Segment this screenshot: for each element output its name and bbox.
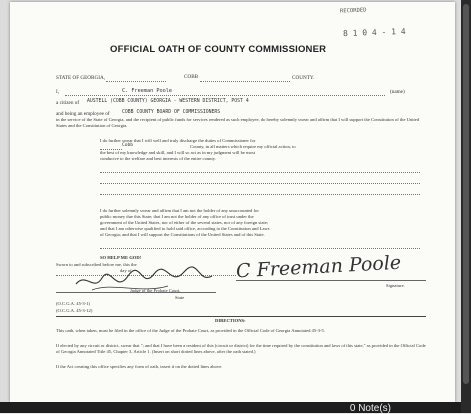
direction-2: If elected by any circuit or district, swear that "; and that I have been a resident of this (circuit or district) for the time required by the constitution and laws of this state," as provided in the Official Code of Georgia Annotated Title 45, Chapter 3, Article 1. (Insert on short dotted lines above, after the oath stated.) [56,343,426,354]
oath-line-4 [100,248,420,249]
document-page [10,2,455,402]
employee-value: COBB COUNTY BOARD OF COMMISSIONERS [122,110,221,115]
employee-suffix: in the service of the State of Georgia, and the recipient of public funds for services rendered as such employee, do hereby solemnly swear and affirm that I will support the Constitution of the United States and the Constitution of Georgia. [56,117,420,128]
oath-line-1 [100,172,420,173]
para2-line4: and that I am otherwise qualified to hold said office, according to the Constitution and Laws [100,226,270,231]
direction-1: This oath, when taken, must be filed in the office of the Judge of the Probate Court, as provided in the Official Code of Georgia Annotated 45-3-5. [56,328,325,333]
name-prefix: I, [56,89,60,95]
directions-heading: DIRECTIONS: [215,318,246,323]
judge-signature-scribble [72,264,222,300]
sworn-line2: day of [120,268,132,273]
judge-label: Judge of the Probate Court, [130,288,181,293]
recorded-stamp: RECORDED [339,7,367,15]
county-value: COBB [184,74,199,80]
para2-line2: public money due this State; that I am not the holder of any office of trust under the [100,214,254,219]
signature-label: Signature. [386,283,405,288]
vertical-scrollbar[interactable] [461,0,471,413]
ocga-1: (O.C.G.A. 45-3-1) [56,301,91,306]
citizen-prefix: a citizen of [56,100,80,106]
notes-count[interactable]: 0 Note(s) [349,403,391,414]
state-label: STATE OF GEORGIA, [56,75,106,81]
employee-prefix: and being an employee of [56,111,110,117]
page-title: OFFICIAL OATH OF COUNTY COMMISSIONER [110,44,327,55]
stamp-date: 8 1 0 4 - 1 4 [342,26,406,39]
para1-rest3: conducive to the welfare and best interests of the entire county. [100,156,216,161]
county-label: COUNTY. [292,75,315,81]
scrollbar-thumb[interactable] [463,4,469,384]
commissioner-signature: C Freeman Poole [235,251,402,283]
para1-lead: I do further swear that I will well and truly discharge the duties of Commissioner for [100,138,256,143]
para1-rest2: the best of my knowledge and skill, and I will so act as in my judgment will be most [100,150,256,155]
name-value: C. Freeman Poole [122,88,172,94]
para2-line3: government of the United States, nor of either of the several states, nor of any foreign state; [100,220,269,225]
sworn-line1: Sworn to and subscribed before me, this the [56,262,137,267]
name-suffix: (name) [390,89,405,95]
so-help-me-god: SO HELP ME GOD! [100,255,142,260]
para2-line5: of Georgia; and that I will support the Constitutions of the United States and of this State. [100,232,265,237]
para2-line1: I do further solemnly swear and affirm that I am not the holder of any unaccounted for [100,208,259,213]
oath-line-2 [100,183,420,184]
state-word: State [175,295,185,300]
ocga-2: (O.C.G.A. 45-3-12) [56,308,93,313]
citizen-value: AUSTELL (COBB COUNTY) GEORGIA - WESTERN DISTRICT, POST 4 [87,99,249,104]
para1-county: Cobb [122,143,134,148]
para1-rest1: County, in all matters which require my official action, to [190,144,296,149]
direction-3: If the Act creating this office specifies any form of oath, insert it on the dotted lines above. [56,364,223,369]
viewer-status-bar [0,402,461,413]
oath-line-3 [100,194,420,195]
